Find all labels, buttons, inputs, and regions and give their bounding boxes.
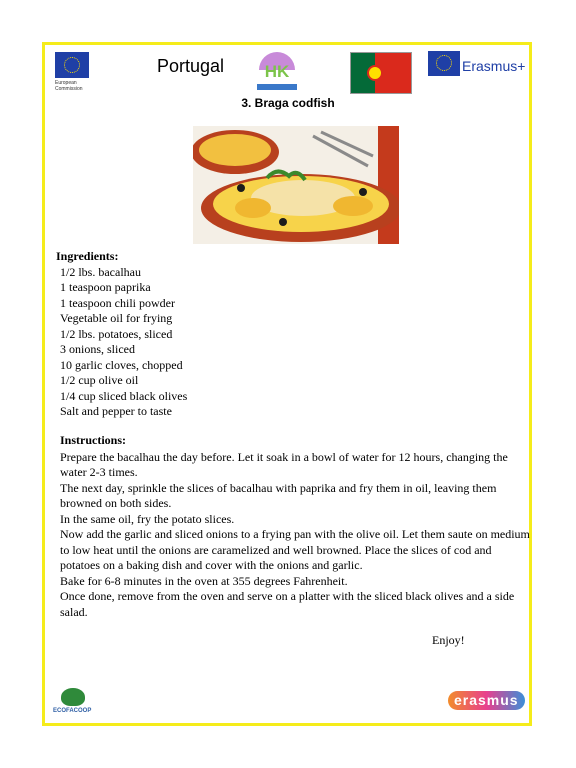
eu-logo-line-1: European (55, 80, 77, 86)
eu-logo-line-2: Commission (55, 86, 83, 92)
portugal-flag-icon (350, 52, 412, 94)
list-item: 1/2 lbs. potatoes, sliced (60, 326, 173, 341)
instruction-step: The next day, sprinkle the slices of bacalhau with paprika and fry them in oil, leaving them browned on both sides. (60, 480, 497, 510)
instructions-section (60, 433, 530, 620)
list-item: 1/2 cup olive oil (60, 373, 139, 387)
ingredients-heading: Ingredients: (56, 249, 119, 263)
instruction-step: Once done, remove from the oven and serve on a platter with the sliced black olives and a side salad. (60, 589, 515, 619)
recipe-title: 3. Braga codfish (241, 96, 335, 110)
list-item: 1 teaspoon chili powder (60, 295, 175, 310)
list-item: 10 garlic cloves, chopped (60, 357, 183, 372)
list-item: Vegetable oil for frying (60, 311, 173, 325)
european-commission-logo (55, 52, 115, 94)
ecofacoop-label: ECOFACOOP (53, 708, 92, 714)
tree-icon (61, 688, 85, 706)
eu-flag-icon (428, 51, 460, 76)
ecofacoop-logo (53, 688, 93, 718)
list-item: 1/2 lbs. bacalhau (60, 264, 141, 279)
ingredients-section (56, 249, 187, 420)
ingredients-list (56, 265, 187, 420)
braga-codfish-photo (193, 126, 399, 244)
closing-text: Enjoy! (432, 633, 465, 647)
portugal-emblem-icon (367, 65, 383, 81)
list-item: Salt and pepper to taste (60, 404, 172, 418)
erasmus-plus-label: Erasmus+ (462, 58, 526, 74)
eu-flag-icon (55, 52, 89, 78)
hk-project-logo (255, 52, 299, 94)
erasmus-plus-logo (428, 51, 528, 81)
instruction-step: Prepare the bacalhau the day before. Let it soak in a bowl of water for 12 hours, changing the water 2-3 times. (60, 449, 508, 479)
list-item: 3 onions, sliced (60, 342, 135, 356)
country-label: Portugal (157, 56, 225, 76)
instruction-step: Now add the garlic and sliced onions to a frying pan with the olive oil. Let them saute on medium to low heat until the onions are caramelized and well browned. Place the slices of cod and potatoes on a baking dish and cover with the onions and garlic. (60, 527, 530, 572)
erasmus-footer-logo: erasmus (448, 691, 525, 710)
instruction-step: In the same oil, fry the potato slices. (60, 511, 235, 526)
list-item: 1 teaspoon paprika (60, 280, 151, 294)
instructions-heading: Instructions: (60, 433, 127, 447)
hk-logo-text: HK (264, 62, 290, 81)
instruction-step: Bake for 6-8 minutes in the oven at 355 degrees Fahrenheit. (60, 573, 348, 588)
list-item: 1/4 cup sliced black olives (60, 388, 188, 403)
